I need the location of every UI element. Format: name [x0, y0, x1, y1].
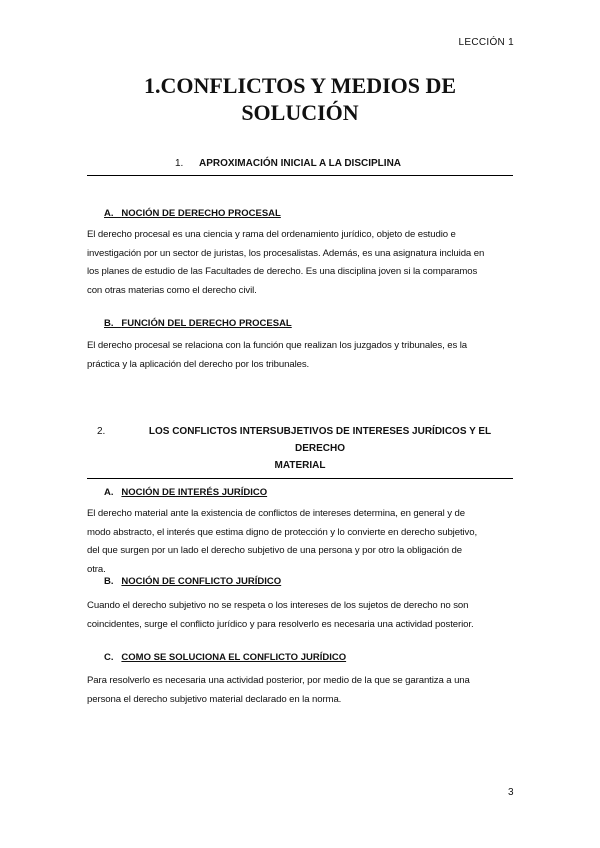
text-line: del que surgen por un lado el derecho subjetivo de una persona y por otro la obligación de [87, 545, 463, 557]
sub-letter: B. [104, 318, 114, 329]
text-line: coincidentes, surge el conflicto jurídico y para resolverlo es necesaria una actividad posterior. [87, 618, 474, 630]
text-line: con otras materias como el derecho civil. [87, 284, 257, 296]
section-2-heading [87, 423, 513, 479]
paragraph-1b [87, 337, 467, 374]
sub-letter: B. [104, 576, 114, 587]
sub-letter: C. [104, 652, 114, 663]
section-1-heading [87, 158, 513, 176]
section-number: 2. [97, 426, 106, 437]
section-title: MATERIAL [274, 460, 326, 471]
subheading-2a [104, 487, 267, 498]
text-line: investigación por un sector de juristas, los procesalistas. Además, es una asignatura incluida en [87, 247, 485, 259]
text-line: El derecho procesal es una ciencia y rama del ordenamiento jurídico, objeto de estudio e [87, 229, 456, 240]
title-line: 1.CONFLICTOS Y MEDIOS DE [143, 73, 457, 98]
paragraph-1a [87, 226, 484, 300]
text-line: otra. [87, 563, 106, 575]
text-line: El derecho procesal se relaciona con la función que realizan los juzgados y tribunales, es la [87, 340, 468, 351]
page-number: 3 [508, 787, 514, 798]
paragraph-2b [87, 597, 474, 634]
text-line: práctica y la aplicación del derecho por los tribunales. [87, 358, 310, 370]
section-title: LOS CONFLICTOS INTERSUBJETIVOS DE INTERESES JURÍDICOS Y EL DERECHO [148, 426, 492, 454]
paragraph-2a [87, 505, 477, 579]
section-title: APROXIMACIÓN INICIAL A LA DISCIPLINA [198, 158, 402, 169]
running-header: LECCIÓN 1 [458, 37, 514, 48]
sub-title: FUNCIÓN DEL DERECHO PROCESAL [121, 318, 292, 329]
sub-title: NOCIÓN DE DERECHO PROCESAL [121, 208, 281, 219]
sub-title: COMO SE SOLUCIONA EL CONFLICTO JURÍDICO [121, 652, 347, 663]
subheading-1a [104, 208, 281, 219]
subheading-1b [104, 318, 292, 329]
page-title [0, 72, 600, 126]
text-line: modo abstracto, el interés que estima digno de protección y lo convierte en derecho subjetivo, [87, 526, 478, 538]
text-line: El derecho material ante la existencia de conflictos de intereses determina, en general y de [87, 508, 465, 519]
sub-letter: A. [104, 208, 114, 219]
paragraph-2c [87, 672, 470, 709]
sub-title: NOCIÓN DE INTERÉS JURÍDICO [121, 487, 268, 498]
title-line: SOLUCIÓN [241, 100, 359, 125]
text-line: Cuando el derecho subjetivo no se respeta o los intereses de los sujetos de derecho no son [87, 600, 469, 611]
section-number: 1. [175, 158, 184, 169]
sub-title: NOCIÓN DE CONFLICTO JURÍDICO [121, 576, 282, 587]
text-line: Para resolverlo es necesaria una actividad posterior, por medio de la que se garantiza a una [87, 675, 470, 686]
text-line: los planes de estudio de las Facultades de derecho. Es una disciplina joven si la comparamos [87, 266, 478, 278]
text-line: persona el derecho subjetivo material declarado en la norma. [87, 693, 342, 705]
sub-letter: A. [104, 487, 114, 498]
subheading-2c [104, 652, 346, 663]
subheading-2b [104, 576, 281, 587]
